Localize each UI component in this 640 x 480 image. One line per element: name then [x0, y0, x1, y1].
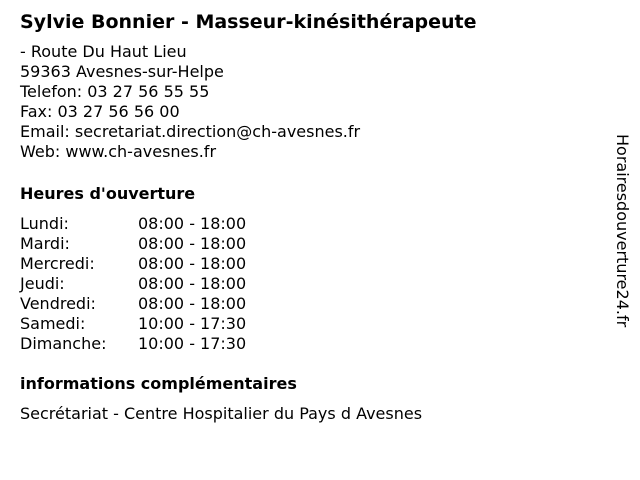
day-label: Vendredi: — [20, 294, 96, 313]
hours-row — [20, 334, 320, 354]
opening-hours-table — [20, 214, 320, 354]
additional-info-heading: informations complémentaires — [20, 374, 297, 393]
hours-row — [20, 314, 320, 334]
day-label: Samedi: — [20, 314, 86, 333]
day-label: Lundi: — [20, 214, 69, 233]
day-label: Dimanche: — [20, 334, 107, 353]
street-address: - Route Du Haut Lieu — [20, 42, 187, 61]
email-address: Email: secretariat.direction@ch-avesnes.fr — [20, 122, 361, 141]
hours-row — [20, 294, 320, 314]
time-range: 10:00 - 17:30 — [138, 334, 247, 353]
time-range: 08:00 - 18:00 — [138, 214, 247, 233]
day-label: Mercredi: — [20, 254, 95, 273]
phone-number: Telefon: 03 27 56 55 55 — [20, 82, 210, 101]
time-range: 08:00 - 18:00 — [138, 254, 247, 273]
time-range: 08:00 - 18:00 — [138, 234, 247, 253]
site-brand-text: Horairesdouverture24.fr — [613, 134, 632, 328]
additional-info-text: Secrétariat - Centre Hospitalier du Pays d Avesnes — [20, 404, 423, 423]
fax-number: Fax: 03 27 56 56 00 — [20, 102, 180, 121]
day-label: Mardi: — [20, 234, 70, 253]
page-title: Sylvie Bonnier - Masseur-kinésithérapeute — [20, 11, 477, 33]
hours-row — [20, 274, 320, 294]
hours-row — [20, 254, 320, 274]
hours-row — [20, 214, 320, 234]
time-range: 08:00 - 18:00 — [138, 294, 247, 313]
day-label: Jeudi: — [20, 274, 65, 293]
opening-hours-heading: Heures d'ouverture — [20, 184, 196, 203]
time-range: 10:00 - 17:30 — [138, 314, 247, 333]
city-postcode: 59363 Avesnes-sur-Helpe — [20, 62, 224, 81]
site-brand-vertical — [612, 134, 632, 376]
hours-row — [20, 234, 320, 254]
website: Web: www.ch-avesnes.fr — [20, 142, 217, 161]
contact-block — [20, 42, 360, 162]
time-range: 08:00 - 18:00 — [138, 274, 247, 293]
